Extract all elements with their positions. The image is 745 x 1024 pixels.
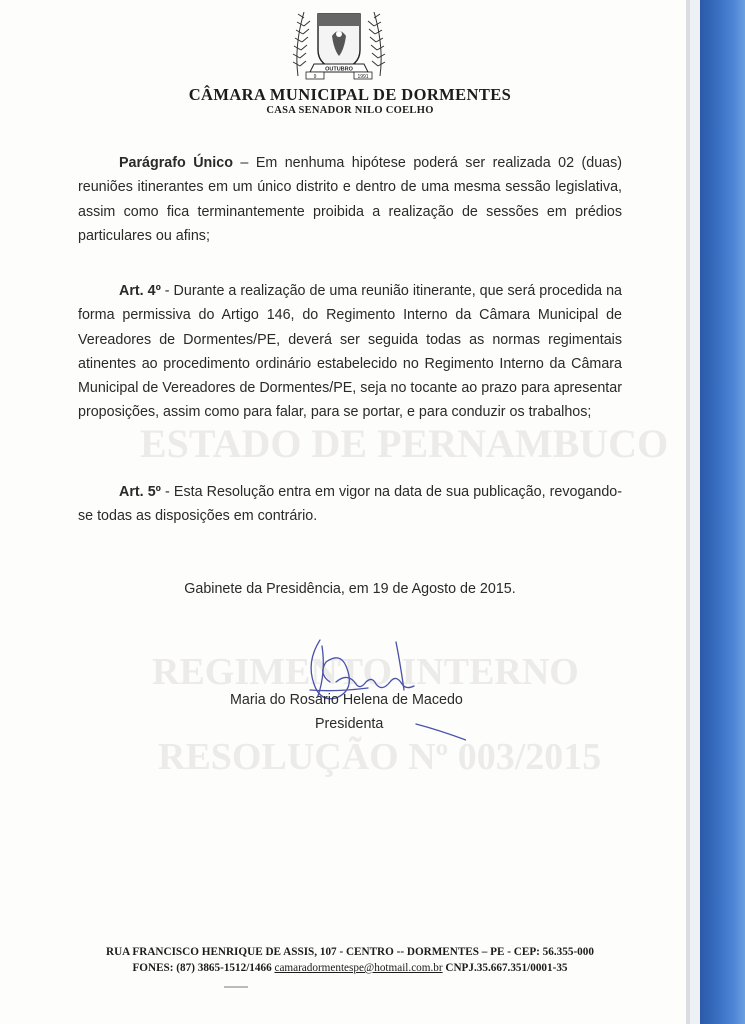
footer-contacts	[0, 962, 700, 974]
page-edge	[690, 0, 700, 1024]
signer-role: Presidenta	[315, 716, 384, 732]
date-line: Gabinete da Presidência, em 19 de Agosto de 2015.	[184, 581, 516, 597]
article-lead: Art. 4º	[119, 283, 161, 299]
article-lead: Art. 5º	[119, 484, 161, 500]
institution-subtitle: CASA SENADOR NILO COELHO	[266, 105, 434, 116]
footer-mark	[224, 986, 248, 988]
article-text: - Esta Resolução entra em vigor na data de sua publicação, revogando-se todas as disposições em contrário.	[78, 484, 622, 525]
article-4	[78, 279, 622, 425]
bleed-through-text-3: RESOLUÇÃO Nº 003/2015	[158, 736, 602, 778]
footer-email-link[interactable]: camaradormentespe@hotmail.com.br	[274, 962, 443, 974]
municipal-coat-of-arms-icon	[284, 6, 394, 80]
paragraph-lead: Parágrafo Único	[119, 155, 233, 171]
footer-cnpj: CNPJ.35.667.351/0001-35	[442, 962, 568, 974]
signer-name: Maria do Rosario Helena de Macedo	[230, 692, 463, 708]
article-text: - Durante a realização de uma reunião itinerante, que será procedida na forma permissiva do Artigo 146, do Regimento Interno da Câmara Municipal de Vereadores de Dormentes/PE, deverá ser seguida todas as normas regimentais atinentes ao procedimento ordinário estabelecido no Regimento Interno da Câmara Municipal de Vereadores de Dormentes/PE, seja no tocante ao prazo para apresentar proposições, assim como para falar, para se portar, e para conduzir os trabalhos;	[78, 283, 622, 421]
crest-right-number: 1991	[357, 73, 369, 80]
bleed-through-text-2: REGIMENTO INTERNO	[152, 651, 579, 693]
crest-ribbon-text: OUTUBRO	[325, 66, 353, 73]
crest-left-number: 9	[313, 73, 317, 80]
footer-phones: FONES: (87) 3865-1512/1466	[132, 962, 275, 974]
footer-address: RUA FRANCISCO HENRIQUE DE ASSIS, 107 - CENTRO -- DORMENTES – PE - CEP: 56.355-000	[106, 946, 594, 958]
article-5	[78, 480, 622, 529]
paragraph-text: – Em nenhuma hipótese poderá ser realizada 02 (duas) reuniões itinerantes em um único distrito e dentro de uma mesma sessão legislativa, assim como fica terminantemente proibida a realização de sessões em prédios particulares ou afins;	[78, 155, 623, 244]
paragraph-unico	[78, 151, 622, 248]
institution-title: CÂMARA MUNICIPAL DE DORMENTES	[188, 85, 512, 104]
bleed-through-text-1: ESTADO DE PERNAMBUCO	[140, 421, 669, 466]
blue-binding-edge	[700, 0, 745, 1024]
